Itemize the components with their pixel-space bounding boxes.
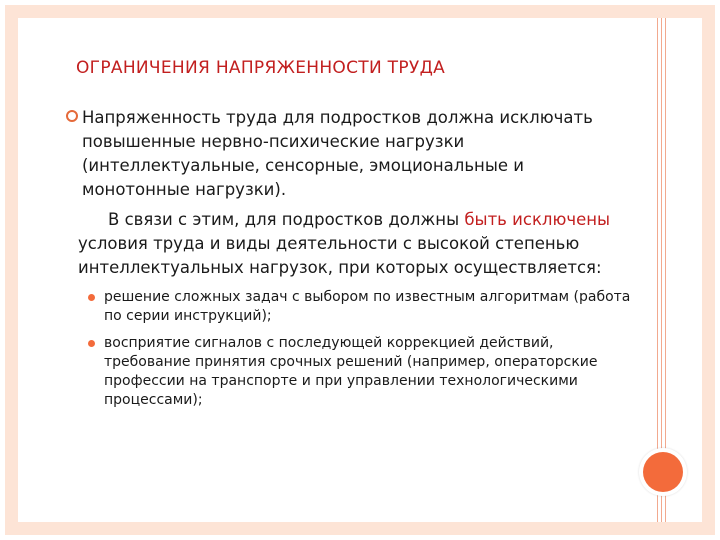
slide-body [66,106,636,410]
orange-circle-fill [643,452,683,492]
slide-title: ОГРАНИЧЕНИЯ НАПРЯЖЕННОСТИ ТРУДА [76,58,446,78]
filled-circle-bullet-icon [88,340,95,347]
rail-line [665,18,666,522]
filled-circle-bullet-icon [88,294,95,301]
hollow-circle-bullet-icon [66,110,78,122]
orange-circle-decoration [639,448,687,496]
second-paragraph-highlight: быть исключены [464,210,611,229]
decorative-rail [655,18,675,522]
second-paragraph-before: В связи с этим, для подростков должны [108,210,465,229]
sub-list-item [66,288,636,326]
main-paragraph-text: Напряженность труда для подростков должна исключать повышенные нервно-психические нагрузки (интеллектуальные, сенсорные, эмоциональные и монотонные нагрузки). [82,108,593,199]
rail-line [661,18,662,522]
second-paragraph [66,208,636,280]
second-paragraph-after: условия труда и виды деятельности с высокой степенью интеллектуальных нагрузок, при которых осуществляется: [78,234,602,277]
main-paragraph [66,106,636,202]
sub-list-item [66,334,636,410]
rail-line [657,18,658,522]
sub-list-item-text: восприятие сигналов с последующей коррекцией действий, требование принятия срочных решений (например, операторские профессии на транспорте и при управлении технологическими процессами); [104,335,598,408]
sub-list-item-text: решение сложных задач с выбором по известным алгоритмам (работа по серии инструкций); [104,289,631,324]
